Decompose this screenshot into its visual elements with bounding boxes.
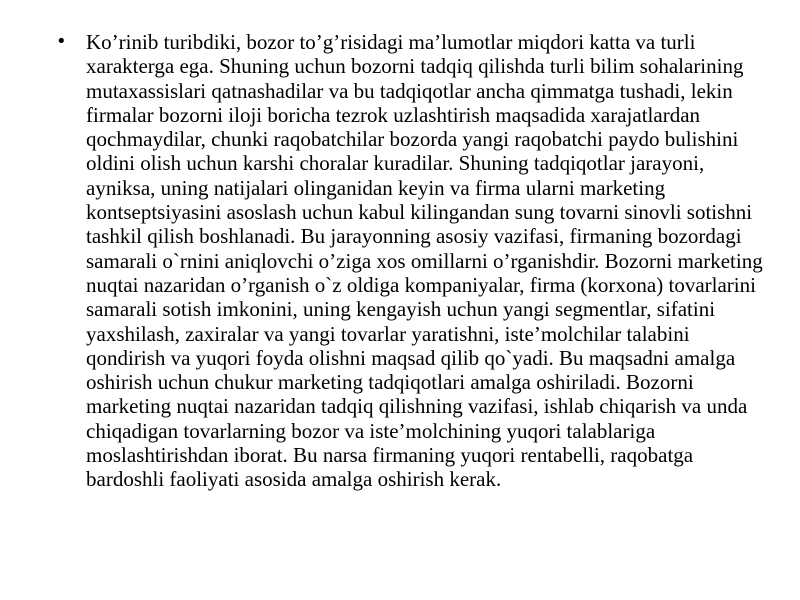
- bullet-item: [56, 30, 766, 492]
- paragraph-text: Ko’rinib turibdiki, bozor to’g’risidagi ma’lumotlar miqdori katta va turli xarakterga ega. Shuning uchun bozorni tadqiq qilishda turli bilim sohalarining mutaxassislari qatnashadilar va bu tadqiqotlar ancha qimmatga tushadi, lekin firmalar bozorni iloji boricha tezrok uzlashtirish maqsadida xarajatlardan qochmaydilar, chunki raqobatchilar bozorda yangi raqobatchi paydo bulishini oldini olish uchun karshi choralar kuradilar. Shuning tadqiqotlar jarayoni, ayniksa, uning natijalari olinganidan keyin va firma ularni marketing kontseptsiyasini asoslash uchun kabul kilingandan sung tovarni sinovli sotishni tashkil qilish boshlanadi. Bu jarayonning asosiy vazifasi, firmaning bozordagi samarali o`rnini aniqlovchi o’ziga xos omillarni o’rganishdir. Bozorni marketing nuqtai nazaridan o’rganish o`z oldiga kompaniyalar, firma (korxona) tovarlarini samarali sotish imkonini, uning kengayish uchun yangi segmentlar, sifatini yaxshilash, zaxiralar va yangi tovarlar yaratishni, iste’molchilar talabini qondirish va yuqori foyda olishni maqsad qilib qo`yadi. Bu maqsadni amalga oshirish uchun chukur marketing tadqiqotlari amalga oshiriladi. Bozorni marketing nuqtai nazaridan tadqiq qilishning vazifasi, ishlab chiqarish va unda chiqadigan tovarlarning bozor va iste’molchining yuqori talablariga moslashtirishdan iborat. Bu narsa firmaning yuqori rentabelli, raqobatga bardoshli faoliyati asosida amalga oshirish kerak.: [86, 30, 763, 492]
- bullet-icon: •: [56, 31, 67, 52]
